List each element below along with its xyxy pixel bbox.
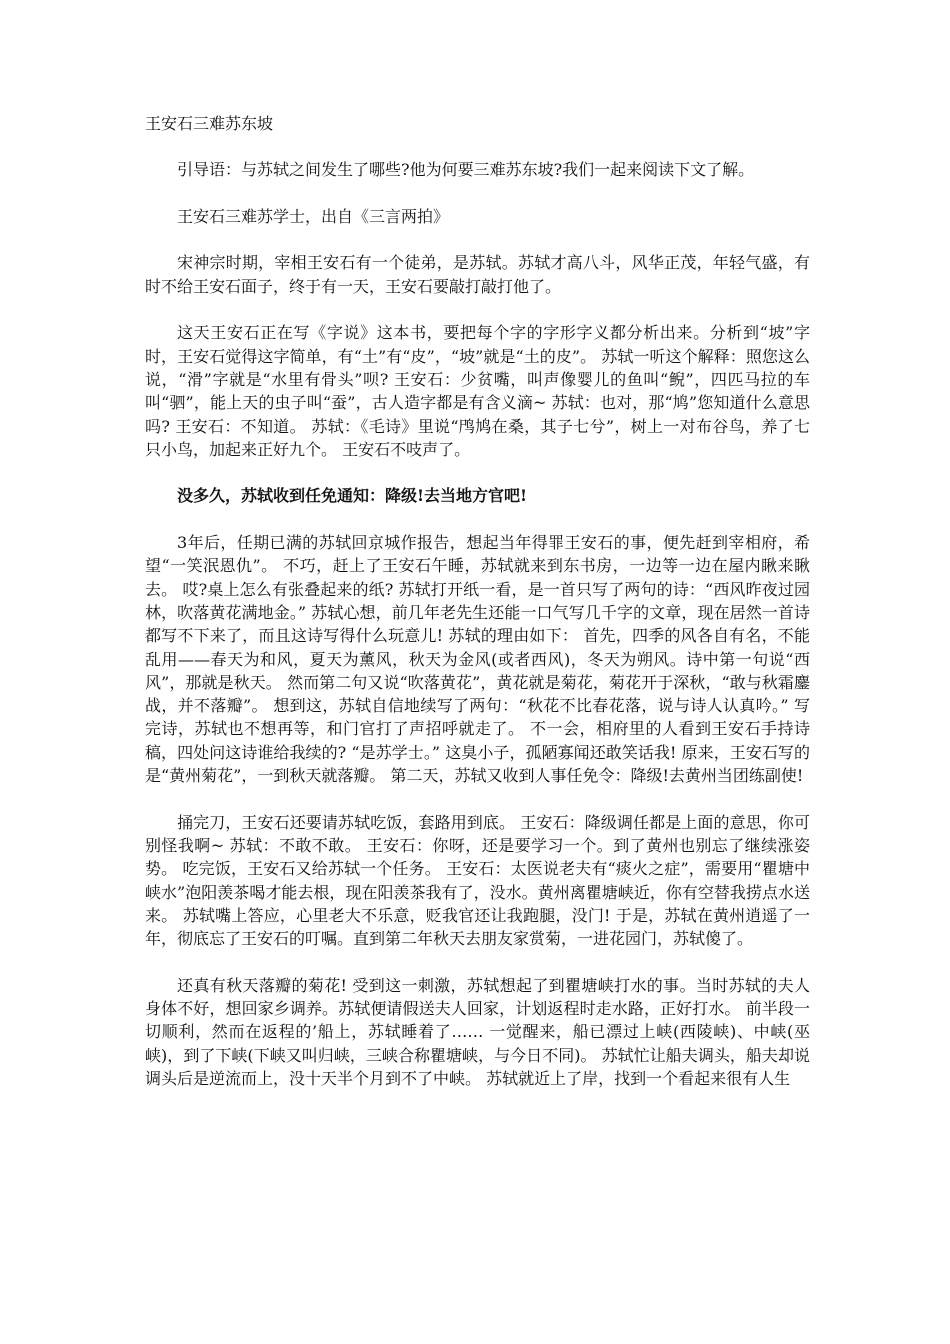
paragraph: 还真有秋天落瓣的菊花! 受到这一刺激，苏轼想起了到瞿塘峡打水的事。当时苏轼的夫人身体不好，想回家乡调养。苏轼便请假送夫人回家，计划返程时走水路，正好打水。 前半段一切顺利，然而在返程的’船上，苏轼睡着了…… 一觉醒来，船已漂过上峡(西陵峡)、中峡(巫峡)，到了下峡(下峡又叫归峡，三峡合称瞿塘峡，与今日不同)。 苏轼忙让船夫调头，船夫却说调头后是逆流而上，没十天半个月到不了中峡。 苏轼就近上了岸，找到一个看起来很有人生 bbox=[145, 975, 810, 1088]
paragraph: 3年后，任期已满的苏轼回京城作报告，想起当年得罪王安石的事，便先赶到宰相府，希望“一笑泯恩仇”。 不巧，赶上了王安石午睡，苏轼就来到东书房，一边等一边在屋内瞅来瞅去。 哎?桌上怎么有张叠起来的纸? 苏轼打开纸一看，是一首只写了两句的诗：“西风昨夜过园林，吹落黄花满地金。” 苏轼心想，前几年老先生还能一口气写几千字的文章，现在居然一首诗都写不下来了，而且这诗写得什么玩意儿! 苏轼的理由如下： 首先，四季的风各自有名，不能乱用——春天为和风，夏天为薰风，秋天为金风(或者西风)，冬天为朔风。诗中第一句说“西风”，那就是秋天。 然而第二句又说“吹落黄花”，黄花就是菊花，菊花开于深秋，“敢与秋霜鏖战，并不落瓣”。 想到这，苏轼自信地续写了两句：“秋花不比春花落，说与诗人认真吟。” 写完诗，苏轼也不想再等，和门官打了声招呼就走了。 不一会，相府里的人看到王安石手持诗稿，四处问这诗谁给我续的? “是苏学士。” 这臭小子，孤陋寡闻还敢笑话我! 原来，王安石写的是“黄州菊花”，一到秋天就落瓣。 第二天，苏轼又收到人事任免令：降级!去黄州当团练副使! bbox=[145, 533, 810, 786]
bold-paragraph: 没多久，苏轼收到任免通知：降级!去当地方官吧! bbox=[177, 486, 528, 506]
paragraph: 这天王安石正在写《字说》这本书，要把每个字的字形字义都分析出来。分析到“坡”字时，王安石觉得这字简单，有“土”有“皮”，“坡”就是“土的皮”。 苏轼一听这个解释：照您这么说，“滑”字就是“水里有骨头”呗? 王安石：少贫嘴，叫声像婴儿的鱼叫“鲵”，四匹马拉的车叫“驷”，能上天的虫子叫“蚕”，古人造字都是有含义滴~ 苏轼：也对，那“鸠”您知道什么意思吗? 王安石：不知道。 苏轼：《毛诗》里说“鸤鸠在桑，其子七兮”，树上一对布谷鸟，养了七只小鸟，加起来正好九个。 王安石不吱声了。 bbox=[145, 323, 810, 459]
paragraph: 捅完刀，王安石还要请苏轼吃饭，套路用到底。 王安石：降级调任都是上面的意思，你可别怪我啊~ 苏轼：不敢不敢。 王安石：你呀，还是要学习一个。到了黄州也别忘了继续涨姿势。 吃完饭，王安石又给苏轼一个任务。 王安石：太医说老夫有“痰火之症”，需要用“瞿塘中峡水”泡阳羡茶喝才能去根，现在阳羡茶我有了，没水。黄州离瞿塘峡近，你有空替我捞点水送来。 苏轼嘴上答应，心里老大不乐意，贬我官还让我跑腿，没门! 于是，苏轼在黄州逍遥了一年，彻底忘了王安石的叮嘱。直到第二年秋天去朋友家赏菊，一进花园门，苏轼傻了。 bbox=[145, 812, 810, 949]
paragraph: 引导语：与苏轼之间发生了哪些?他为何要三难苏东坡?我们一起来阅读下文了解。 bbox=[177, 160, 755, 180]
paragraph: 宋神宗时期，宰相王安石有一个徒弟，是苏轼。苏轼才高八斗，风华正茂，年轻气盛，有时不给王安石面子，终于有一天，王安石要敲打敲打他了。 bbox=[145, 253, 810, 296]
document-title: 王安石三难苏东坡 bbox=[145, 114, 274, 133]
paragraph-list bbox=[145, 158, 810, 1090]
document-body bbox=[145, 112, 810, 1113]
paragraph: 王安石三难苏学士，出自《三言两拍》 bbox=[177, 206, 450, 226]
